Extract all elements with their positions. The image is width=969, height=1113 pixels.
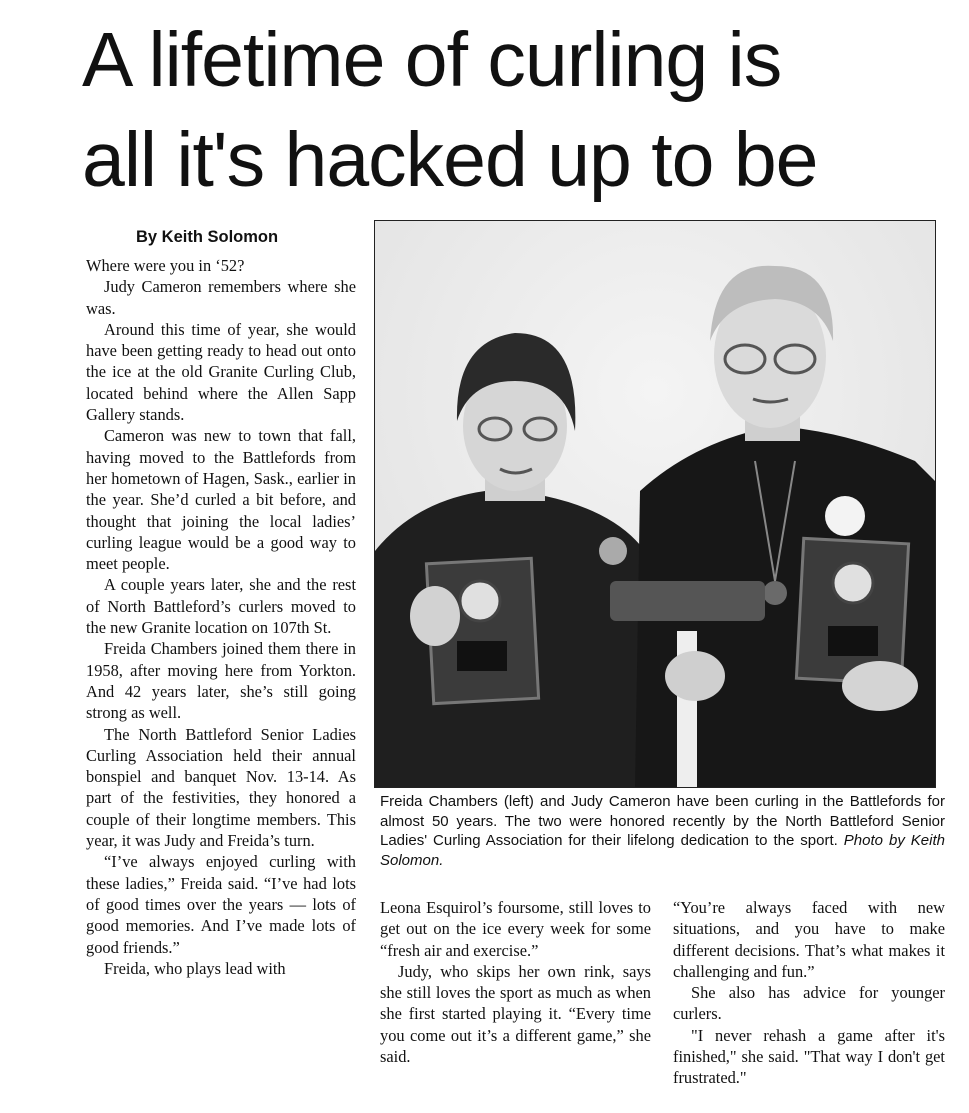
headline <box>82 10 962 210</box>
photo-credit: Photo by Keith Solomon. <box>380 832 945 869</box>
paragraph: Freida, who plays lead with <box>104 958 286 978</box>
paragraph: “I’ve always enjoyed curling with these ladies,” Freida said. “I’ve had lots of good times over the years — lots of good memories. And I’ve made lots of good friends.” <box>86 852 356 957</box>
news-photo <box>374 220 936 788</box>
headline-line-2: all it's hacked up to be <box>82 117 818 203</box>
photo-illustration <box>375 221 935 787</box>
paragraph: Leona Esquirol’s foursome, still loves to get out on the ice every week for some “fresh air and exercise.” <box>380 898 651 960</box>
caption-text: Freida Chambers (left) and Judy Cameron have been curling in the Battlefords for almost 50 years. The two were honored recently by the North Battleford Senior Ladies' Curling Association for their lifelong dedication to the sport. <box>380 793 945 849</box>
paragraph: Cameron was new to town that fall, having moved to the Battlefords from her hometown of Hagen, Sask., earlier in the year. She’d curled a bit before, and thought that joining the local ladies’ curling league would be a good way to meet people. <box>86 426 356 574</box>
paragraph: Where were you in ‘52? <box>86 256 245 275</box>
paragraph: “You’re always faced with new situations, and you have to make different decisions. That’s what makes it challenging and fun.” <box>673 898 945 981</box>
paragraph: Judy Cameron remembers where she was. <box>86 277 356 318</box>
article-column-1 <box>86 255 356 979</box>
photo-caption <box>380 792 945 870</box>
paragraph: Around this time of year, she would have been getting ready to head out onto the ice at the old Granite Curling Club, located behind where the Allen Sapp Gallery stands. <box>86 319 356 425</box>
byline: By Keith Solomon <box>136 228 279 246</box>
paragraph: She also has advice for younger curlers. <box>673 983 945 1024</box>
headline-line-1: A lifetime of curling is <box>82 17 782 103</box>
paragraph: Judy, who skips her own rink, says she still loves the sport as much as when she first started playing it. “Every time you come out it’s a different game,” she said. <box>380 961 651 1067</box>
paragraph: "I never rehash a game after it's finished," she said. "That way I don't get frustrated." <box>673 1025 945 1088</box>
paragraph: Freida Chambers joined them there in 1958, after moving here from Yorkton. And 42 years later, she’s still going strong as well. <box>86 639 356 723</box>
article-column-3 <box>673 897 945 1089</box>
paragraph: The North Battleford Senior Ladies Curling Association held their annual bonspiel and banquet Nov. 13-14. As part of the festivities, they honored a couple of their longtime members. This year, it was Judy and Freida’s turn. <box>86 724 356 851</box>
paragraph: A couple years later, she and the rest of North Battleford’s curlers moved to the new Granite location on 107th St. <box>86 575 356 638</box>
article-column-2 <box>380 897 651 1067</box>
